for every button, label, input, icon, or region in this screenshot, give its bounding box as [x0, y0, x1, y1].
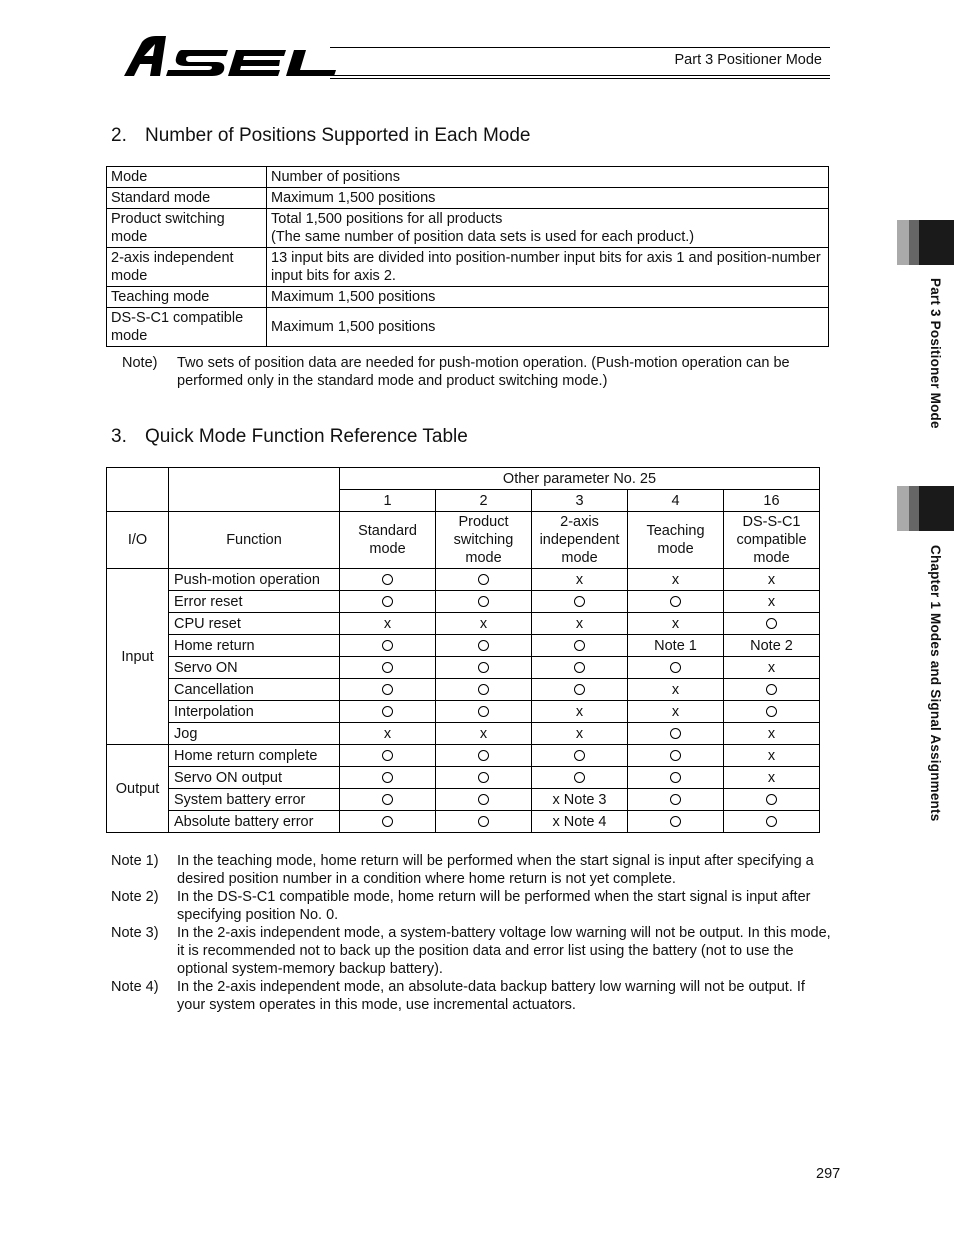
value-cell: x: [724, 745, 820, 767]
value-cell: x: [436, 723, 532, 745]
circle-icon: [478, 662, 489, 673]
circle-icon: [478, 640, 489, 651]
supported-cell: [340, 789, 436, 811]
positions-cell: [267, 209, 829, 248]
header-positions: Number of positions: [267, 167, 829, 188]
table-header-row: [107, 167, 829, 188]
table-row: [107, 789, 820, 811]
note-label: Note): [122, 355, 158, 371]
supported-cell: [628, 745, 724, 767]
table-header-row: [107, 468, 820, 490]
circle-icon: [382, 640, 393, 651]
supported-cell: [340, 767, 436, 789]
positions-table: [106, 166, 829, 347]
table-row: [107, 591, 820, 613]
circle-icon: [766, 618, 777, 629]
supported-cell: [340, 679, 436, 701]
circle-icon: [382, 596, 393, 607]
supported-cell: [724, 811, 820, 833]
circle-icon: [670, 728, 681, 739]
supported-cell: [436, 569, 532, 591]
note-label: Note 4): [111, 979, 159, 995]
circle-icon: [382, 662, 393, 673]
positions-line: Total 1,500 positions for all products: [271, 211, 503, 227]
value-cell: x: [628, 679, 724, 701]
value-cell: Note 1: [628, 635, 724, 657]
table-row: [107, 209, 829, 248]
supported-cell: [436, 635, 532, 657]
param-header: Other parameter No. 25: [340, 468, 820, 490]
positions-cell: Maximum 1,500 positions: [267, 188, 829, 209]
function-cell: Servo ON: [169, 657, 340, 679]
table-row: [107, 248, 829, 287]
value-cell: x: [532, 701, 628, 723]
function-cell: Home return complete: [169, 745, 340, 767]
section-2-number: 2.: [111, 125, 127, 146]
mode-name: Teaching mode: [628, 512, 724, 569]
io-header: I/O: [107, 512, 169, 569]
value-cell: x: [628, 569, 724, 591]
function-cell: Servo ON output: [169, 767, 340, 789]
note-text: In the teaching mode, home return will be performed when the start signal is input after specifying a desired position number in a condition where home return is not yet complete.: [177, 853, 814, 887]
io-group-cell: Input: [107, 569, 169, 745]
mode-name: Standard mode: [340, 512, 436, 569]
note-item: [111, 924, 831, 978]
value-cell: Note 2: [724, 635, 820, 657]
supported-cell: [436, 701, 532, 723]
supported-cell: [628, 657, 724, 679]
io-group-cell: Output: [107, 745, 169, 833]
supported-cell: [628, 789, 724, 811]
supported-cell: [436, 591, 532, 613]
note-item: [111, 852, 831, 888]
param-value: 4: [628, 490, 724, 512]
note-text: In the DS-S-C1 compatible mode, home return will be performed when the start signal is input after specifying position No. 0.: [177, 889, 811, 923]
value-cell: x: [628, 613, 724, 635]
circle-icon: [478, 684, 489, 695]
circle-icon: [670, 596, 681, 607]
circle-icon: [478, 772, 489, 783]
supported-cell: [724, 613, 820, 635]
note-label: Note 2): [111, 889, 159, 905]
table-row: [107, 767, 820, 789]
value-cell: x: [340, 613, 436, 635]
function-reference-table: [106, 467, 820, 833]
mode-cell: DS-S-C1 compatible mode: [107, 308, 267, 347]
circle-icon: [478, 816, 489, 827]
asel-logo: [120, 34, 344, 82]
supported-cell: [340, 701, 436, 723]
supported-cell: [436, 811, 532, 833]
circle-icon: [382, 772, 393, 783]
function-cell: Push-motion operation: [169, 569, 340, 591]
table-row: [107, 188, 829, 209]
function-cell: CPU reset: [169, 613, 340, 635]
circle-icon: [382, 816, 393, 827]
value-cell: x: [532, 723, 628, 745]
table-row: [107, 569, 820, 591]
circle-icon: [478, 706, 489, 717]
supported-cell: [340, 811, 436, 833]
circle-icon: [574, 662, 585, 673]
value-cell: x: [436, 613, 532, 635]
circle-icon: [766, 794, 777, 805]
side-tab-chapter: [897, 486, 954, 531]
circle-icon: [382, 794, 393, 805]
circle-icon: [382, 684, 393, 695]
positions-cell: 13 input bits are divided into position-number input bits for axis 1 and position-number input bits for axis 2.: [267, 248, 829, 287]
value-cell: x: [340, 723, 436, 745]
circle-icon: [478, 750, 489, 761]
blank-header-cell: [107, 468, 169, 512]
circle-icon: [766, 816, 777, 827]
header-rule-bottom: [330, 75, 830, 76]
side-tab-part: [897, 220, 954, 265]
supported-cell: [628, 723, 724, 745]
circle-icon: [670, 794, 681, 805]
supported-cell: [436, 657, 532, 679]
circle-icon: [382, 750, 393, 761]
supported-cell: [532, 635, 628, 657]
supported-cell: [532, 745, 628, 767]
value-cell: x Note 3: [532, 789, 628, 811]
header-rule-bottom-thin: [330, 78, 830, 79]
value-cell: x: [724, 657, 820, 679]
table-row: [107, 657, 820, 679]
supported-cell: [532, 767, 628, 789]
supported-cell: [532, 657, 628, 679]
param-value: 16: [724, 490, 820, 512]
function-cell: System battery error: [169, 789, 340, 811]
page-number: 297: [816, 1166, 841, 1182]
supported-cell: [628, 767, 724, 789]
mode-name: DS-S-C1 compatible mode: [724, 512, 820, 569]
circle-icon: [670, 816, 681, 827]
circle-icon: [574, 684, 585, 695]
supported-cell: [436, 679, 532, 701]
circle-icon: [478, 596, 489, 607]
circle-icon: [574, 772, 585, 783]
supported-cell: [436, 789, 532, 811]
function-cell: Cancellation: [169, 679, 340, 701]
supported-cell: [340, 745, 436, 767]
table-row: [107, 745, 820, 767]
supported-cell: [724, 789, 820, 811]
value-cell: x: [724, 591, 820, 613]
supported-cell: [340, 569, 436, 591]
circle-icon: [574, 596, 585, 607]
value-cell: x: [724, 723, 820, 745]
table-row: [107, 635, 820, 657]
header-mode: Mode: [107, 167, 267, 188]
table-row: [107, 679, 820, 701]
header-rule-top: [330, 47, 830, 48]
supported-cell: [724, 701, 820, 723]
table-row: [107, 308, 829, 347]
function-cell: Jog: [169, 723, 340, 745]
supported-cell: [628, 591, 724, 613]
function-header: Function: [169, 512, 340, 569]
function-cell: Home return: [169, 635, 340, 657]
section-3-notes: [111, 852, 831, 1014]
supported-cell: [436, 745, 532, 767]
circle-icon: [574, 640, 585, 651]
circle-icon: [670, 772, 681, 783]
circle-icon: [382, 574, 393, 585]
side-label-part: Part 3 Positioner Mode: [928, 278, 943, 429]
supported-cell: [532, 591, 628, 613]
mode-cell: Standard mode: [107, 188, 267, 209]
note-text: In the 2-axis independent mode, an absolute-data backup battery low warning will not be output. If your system operates in this mode, use incremental actuators.: [177, 979, 805, 1013]
table-row: [107, 701, 820, 723]
table-row: [107, 287, 829, 308]
function-cell: Error reset: [169, 591, 340, 613]
param-value: 1: [340, 490, 436, 512]
function-cell: Absolute battery error: [169, 811, 340, 833]
supported-cell: [532, 679, 628, 701]
circle-icon: [766, 706, 777, 717]
function-cell: Interpolation: [169, 701, 340, 723]
circle-icon: [478, 794, 489, 805]
circle-icon: [382, 706, 393, 717]
supported-cell: [628, 811, 724, 833]
circle-icon: [670, 662, 681, 673]
circle-icon: [574, 750, 585, 761]
table-row: [107, 811, 820, 833]
blank-header-cell: [169, 468, 340, 512]
supported-cell: [340, 635, 436, 657]
value-cell: x: [532, 569, 628, 591]
section-2-title: Number of Positions Supported in Each Mode: [145, 125, 531, 146]
supported-cell: [340, 657, 436, 679]
circle-icon: [670, 750, 681, 761]
note-text: In the 2-axis independent mode, a system-battery voltage low warning will not be output. In this mode, it is recommended not to back up the position data and error list using the battery (not to use the optional system-memory backup battery).: [177, 925, 831, 977]
mode-name: 2-axis independent mode: [532, 512, 628, 569]
circle-icon: [478, 574, 489, 585]
supported-cell: [724, 679, 820, 701]
value-cell: x: [724, 569, 820, 591]
param-value: 2: [436, 490, 532, 512]
side-label-chapter: Chapter 1 Modes and Signal Assignments: [928, 545, 943, 822]
value-cell: x: [532, 613, 628, 635]
table-row: [107, 613, 820, 635]
note-label: Note 1): [111, 853, 159, 869]
param-value: 3: [532, 490, 628, 512]
running-header: Part 3 Positioner Mode: [674, 52, 822, 68]
positions-cell: Maximum 1,500 positions: [267, 287, 829, 308]
table-header-row: [107, 512, 820, 569]
note-item: [111, 888, 831, 924]
positions-line: (The same number of position data sets is used for each product.): [271, 229, 695, 245]
supported-cell: [340, 591, 436, 613]
value-cell: x: [628, 701, 724, 723]
value-cell: x Note 4: [532, 811, 628, 833]
note-label: Note 3): [111, 925, 159, 941]
mode-cell: Product switching mode: [107, 209, 267, 248]
value-cell: x: [724, 767, 820, 789]
mode-name: Product switching mode: [436, 512, 532, 569]
section-3-number: 3.: [111, 426, 127, 447]
section-3-heading: [111, 426, 468, 448]
supported-cell: [436, 767, 532, 789]
section-2-note: [122, 354, 822, 390]
mode-cell: 2-axis independent mode: [107, 248, 267, 287]
table-row: [107, 723, 820, 745]
section-3-title: Quick Mode Function Reference Table: [145, 426, 468, 447]
positions-cell: Maximum 1,500 positions: [267, 308, 829, 347]
section-2-heading: [111, 125, 531, 147]
note-text: Two sets of position data are needed for push-motion operation. (Push-motion operation can be performed only in the standard mode and product switching mode.): [177, 355, 790, 389]
note-item: [111, 978, 831, 1014]
circle-icon: [766, 684, 777, 695]
mode-cell: Teaching mode: [107, 287, 267, 308]
function-table-body: [107, 569, 820, 833]
